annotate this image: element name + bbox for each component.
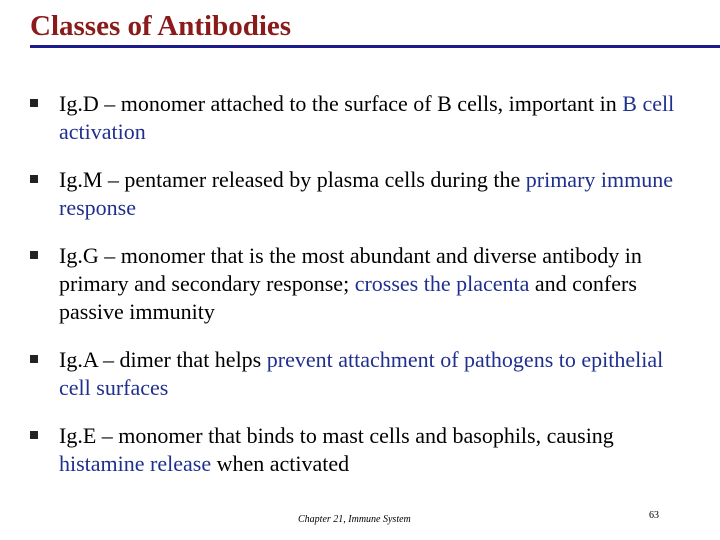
slide-title: Classes of Antibodies [30, 10, 292, 42]
bullet-text [59, 91, 674, 144]
bullet-text-highlight: prevent attachment of pathogens to epithelial cell surfaces [59, 347, 664, 400]
square-bullet-icon [30, 175, 38, 183]
bullet-text-part: Ig.D – monomer attached to the surface of B cells, important in [59, 91, 623, 116]
bullet-igd [30, 90, 700, 146]
bullet-text-highlight: crosses the placenta [354, 271, 530, 296]
bullet-list [30, 90, 700, 478]
square-bullet-icon [30, 355, 38, 363]
bullet-text-part: Ig.A – dimer that helps [59, 347, 267, 372]
bullet-text-highlight: histamine release [59, 451, 212, 476]
bullet-text-highlight: primary immune response [59, 167, 673, 220]
bullet-text [59, 243, 642, 324]
bullet-text-part: Ig.G – monomer that is the most abundant and diverse antibody in primary and secondary response; [59, 243, 642, 296]
bullet-iga [30, 346, 700, 402]
bullet-ige [30, 422, 700, 478]
page-number: 63 [649, 510, 659, 521]
title-underline [30, 45, 720, 48]
bullet-text [59, 423, 614, 476]
bullet-igm [30, 166, 700, 222]
square-bullet-icon [30, 251, 38, 259]
bullet-text [59, 347, 663, 400]
slide-footer: Chapter 21, Immune System [298, 514, 411, 525]
square-bullet-icon [30, 99, 38, 107]
bullet-text-part: when activated [211, 451, 350, 476]
bullet-igg [30, 242, 700, 326]
bullet-text-part: Ig.M – pentamer released by plasma cells during the [59, 167, 526, 192]
bullet-text-part: and confers passive immunity [59, 271, 637, 324]
square-bullet-icon [30, 431, 38, 439]
bullet-text [59, 167, 673, 220]
bullet-text-highlight: B cell activation [59, 91, 675, 144]
bullet-text-part: Ig.E – monomer that binds to mast cells and basophils, causing [59, 423, 614, 448]
